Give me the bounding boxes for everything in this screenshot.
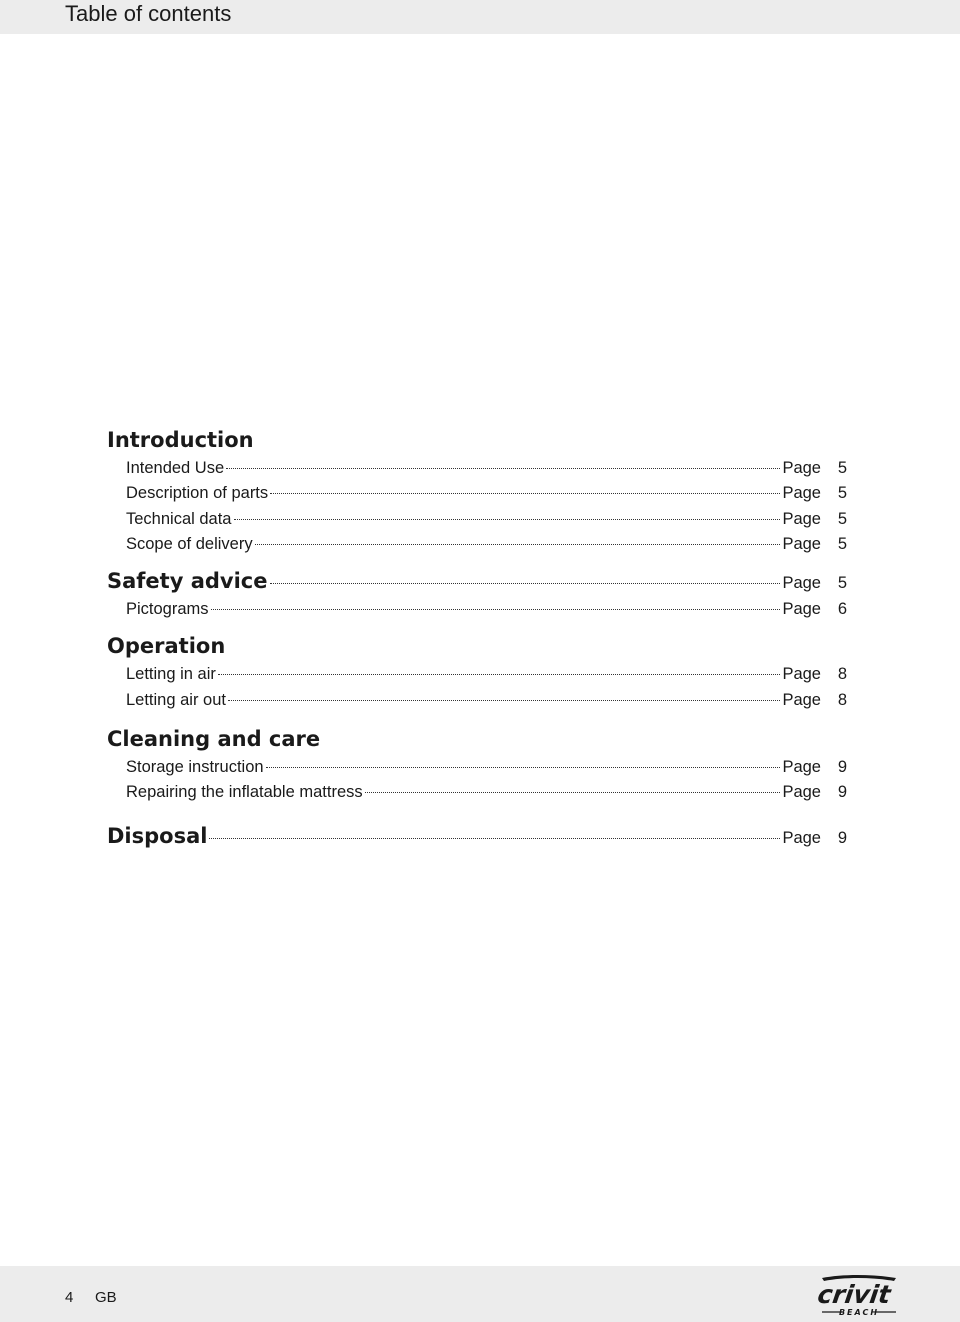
toc-entry-label: Letting in air: [126, 665, 216, 684]
toc-entry-letting-air-out[interactable]: [107, 688, 847, 713]
page-title: Table of contents: [65, 1, 232, 26]
toc-entry-pictograms[interactable]: [107, 597, 847, 622]
toc-entry-repairing-mattress[interactable]: [107, 780, 847, 805]
page-number: 5: [837, 459, 847, 477]
dot-leader: [226, 468, 780, 469]
page-number: 9: [837, 783, 847, 802]
toc-entry-label: Intended Use: [126, 459, 225, 477]
toc-heading-introduction: Introduction: [107, 428, 254, 452]
page-word: Page: [782, 484, 821, 503]
toc-entry-label: Storage instruction: [126, 758, 264, 777]
page-word: Page: [782, 574, 821, 593]
toc-entry-intended-use[interactable]: [107, 456, 847, 481]
page-word: Page: [782, 758, 821, 777]
page-number: 5: [837, 534, 847, 553]
toc-entry-scope-of-delivery[interactable]: [107, 532, 847, 557]
page-word: Page: [782, 690, 821, 709]
page-word: Page: [782, 665, 821, 684]
page-number: 8: [837, 690, 847, 709]
page-word: Page: [782, 509, 821, 528]
dot-leader: [270, 583, 781, 584]
dot-leader: [209, 838, 780, 839]
dot-leader: [211, 609, 781, 610]
dot-leader: [270, 493, 780, 494]
logo-subtext: BEACH: [838, 1308, 880, 1317]
toc-entry-disposal[interactable]: [107, 820, 847, 852]
logo-wordmark: crivit: [815, 1280, 893, 1309]
page-number: 6: [837, 600, 847, 619]
dot-leader: [234, 519, 781, 520]
page-number: 5: [837, 484, 847, 503]
crivit-beach-logo: [812, 1274, 902, 1320]
toc-entry-label: Description of parts: [126, 484, 269, 503]
toc-entry-label: Letting air out: [126, 690, 226, 709]
page-word: Page: [782, 828, 821, 847]
page-word: Page: [782, 783, 821, 802]
toc-heading-cleaning-and-care: Cleaning and care: [107, 727, 321, 752]
toc-entry-label: Scope of delivery: [126, 534, 253, 553]
dot-leader: [218, 674, 781, 675]
dot-leader: [255, 544, 781, 545]
page-number: 8: [837, 665, 847, 684]
page-word: Page: [782, 459, 821, 477]
page-number: 9: [837, 758, 847, 777]
toc-entry-technical-data[interactable]: [107, 507, 847, 532]
page-word: Page: [782, 600, 821, 619]
footer-page-number: 4: [65, 1289, 74, 1306]
dot-leader: [266, 767, 781, 768]
page-word: Page: [782, 534, 821, 553]
footer-language: GB: [95, 1289, 117, 1306]
table-of-contents: [107, 424, 847, 852]
page-number: 5: [837, 509, 847, 528]
toc-heading-disposal: Disposal: [107, 823, 208, 848]
toc-entry-label: Technical data: [126, 509, 232, 528]
page-number: 9: [837, 828, 847, 847]
page-number: 5: [837, 574, 847, 593]
toc-entry-storage-instruction[interactable]: [107, 755, 847, 780]
toc-entry-description-of-parts[interactable]: [107, 481, 847, 506]
toc-entry-safety-advice[interactable]: [107, 565, 847, 597]
toc-entry-label: Repairing the inflatable mattress: [126, 783, 363, 802]
dot-leader: [365, 792, 781, 793]
toc-entry-letting-in-air[interactable]: [107, 662, 847, 687]
dot-leader: [228, 700, 780, 701]
toc-heading-safety-advice: Safety advice: [107, 569, 268, 594]
toc-entry-label: Pictograms: [126, 600, 209, 619]
toc-heading-operation: Operation: [107, 634, 226, 659]
